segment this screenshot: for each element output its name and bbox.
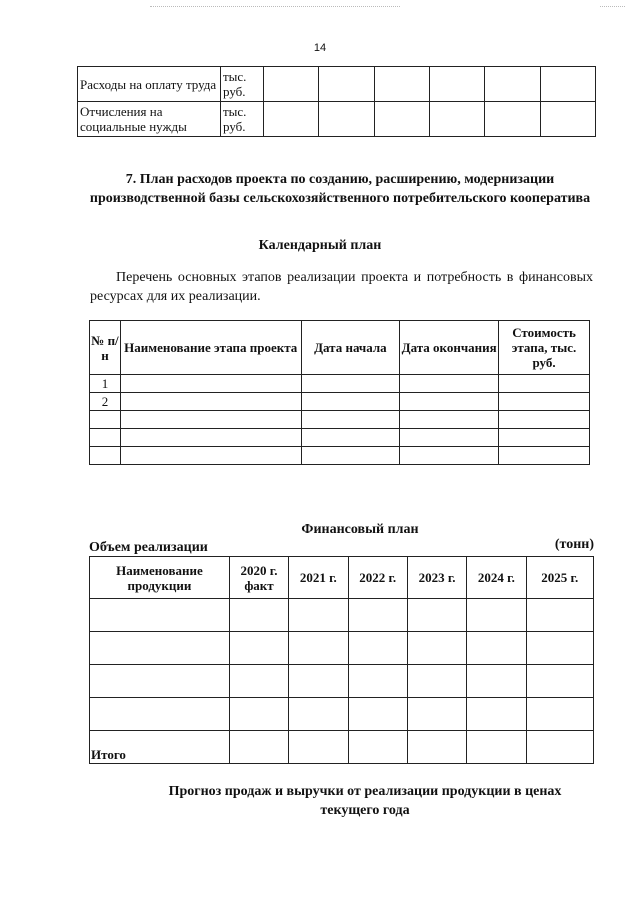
total-label: Итого: [90, 731, 230, 764]
table-cell: [90, 698, 230, 731]
table-cell: [407, 731, 466, 764]
table-row: [90, 429, 590, 447]
table-cell: [301, 393, 400, 411]
page-number: 14: [313, 42, 327, 54]
table-cell: [400, 411, 499, 429]
column-header: 2023 г.: [407, 557, 466, 599]
table-cell: [407, 599, 466, 632]
table-row: [78, 102, 596, 137]
table-cell: [289, 698, 348, 731]
column-header: Наименование продукции: [90, 557, 230, 599]
table-cell: [319, 67, 374, 102]
table-cell: [301, 447, 400, 465]
scan-artifact: [150, 6, 400, 11]
forecast-heading: Прогноз продаж и выручки от реализации продукции в ценах текущего года: [168, 784, 562, 818]
table-cell: [526, 632, 593, 665]
column-header: Наименование этапа проекта: [120, 321, 301, 375]
table-cell: [467, 698, 526, 731]
table-cell: [467, 665, 526, 698]
column-header: № п/н: [90, 321, 121, 375]
table-cell: [90, 665, 230, 698]
table-cell: [407, 698, 466, 731]
row-unit: тыс. руб.: [221, 67, 264, 102]
row-number: [90, 447, 121, 465]
table-cell: [499, 393, 590, 411]
column-header: Дата окончания: [400, 321, 499, 375]
table-cell: [301, 375, 400, 393]
table-header-row: [90, 321, 590, 375]
table-cell: [229, 698, 288, 731]
calendar-paragraph: Перечень основных этапов реализации проекта и потребность в финансовых ресурсах для их реализации.: [90, 270, 593, 304]
table-row: [90, 447, 590, 465]
table-cell: [90, 599, 230, 632]
row-number: 2: [90, 393, 121, 411]
table-cell: [374, 102, 429, 137]
row-number: 1: [90, 375, 121, 393]
volume-unit: (тонн): [554, 537, 594, 552]
row-label: Отчисления на социальные нужды: [78, 102, 221, 137]
table-row: [90, 411, 590, 429]
table-cell: [526, 665, 593, 698]
table-cell: [264, 67, 319, 102]
table-cell: [407, 632, 466, 665]
volume-label: Объем реализации: [89, 540, 208, 555]
column-header: Стоимость этапа, тыс. руб.: [499, 321, 590, 375]
table-cell: [229, 599, 288, 632]
table-row: [90, 698, 594, 731]
row-number: [90, 411, 121, 429]
table-cell: [120, 411, 301, 429]
table-cell: [400, 393, 499, 411]
scan-artifact: [600, 6, 625, 11]
table-cell: [289, 665, 348, 698]
table-cell: [301, 411, 400, 429]
table-cell: [229, 665, 288, 698]
table-cell: [499, 429, 590, 447]
table-cell: [348, 599, 407, 632]
expenses-table: [77, 66, 596, 137]
table-cell: [407, 665, 466, 698]
table-cell: [499, 375, 590, 393]
row-label: Расходы на оплату труда: [78, 67, 221, 102]
table-cell: [348, 731, 407, 764]
column-header: 2022 г.: [348, 557, 407, 599]
table-cell: [301, 429, 400, 447]
column-header: Дата начала: [301, 321, 400, 375]
calendar-table: [89, 320, 590, 465]
table-row: [90, 632, 594, 665]
table-cell: [264, 102, 319, 137]
table-cell: [348, 698, 407, 731]
table-cell: [540, 67, 595, 102]
table-row: [90, 599, 594, 632]
table-cell: [319, 102, 374, 137]
table-cell: [289, 731, 348, 764]
finance-title: Финансовый план: [301, 522, 419, 537]
table-row: [90, 393, 590, 411]
table-cell: [229, 731, 288, 764]
table-cell: [289, 599, 348, 632]
table-cell: [120, 447, 301, 465]
table-cell: [429, 67, 484, 102]
table-cell: [540, 102, 595, 137]
table-cell: [467, 731, 526, 764]
table-cell: [526, 731, 593, 764]
column-header: 2021 г.: [289, 557, 348, 599]
table-cell: [526, 698, 593, 731]
table-cell: [120, 393, 301, 411]
table-cell: [485, 102, 540, 137]
table-cell: [90, 632, 230, 665]
table-cell: [289, 632, 348, 665]
row-unit: тыс. руб.: [221, 102, 264, 137]
table-cell: [485, 67, 540, 102]
table-cell: [374, 67, 429, 102]
row-number: [90, 429, 121, 447]
table-cell: [467, 599, 526, 632]
table-cell: [499, 447, 590, 465]
table-cell: [348, 665, 407, 698]
table-cell: [400, 375, 499, 393]
column-header: 2025 г.: [526, 557, 593, 599]
table-cell: [348, 632, 407, 665]
table-cell: [400, 447, 499, 465]
table-cell: [400, 429, 499, 447]
table-cell: [499, 411, 590, 429]
total-row: [90, 731, 594, 764]
table-row: [78, 67, 596, 102]
column-header: 2024 г.: [467, 557, 526, 599]
column-header: 2020 г. факт: [229, 557, 288, 599]
table-row: [90, 375, 590, 393]
table-cell: [526, 599, 593, 632]
table-header-row: [90, 557, 594, 599]
section-heading: 7. План расходов проекта по созданию, расширению, модернизации производственной базы сельскохозяйственного потребительского кооператива: [89, 172, 591, 206]
table-row: [90, 665, 594, 698]
calendar-title: Календарный план: [258, 238, 382, 253]
table-cell: [120, 375, 301, 393]
table-cell: [429, 102, 484, 137]
table-cell: [120, 429, 301, 447]
table-cell: [229, 632, 288, 665]
finance-table: [89, 556, 594, 764]
table-cell: [467, 632, 526, 665]
